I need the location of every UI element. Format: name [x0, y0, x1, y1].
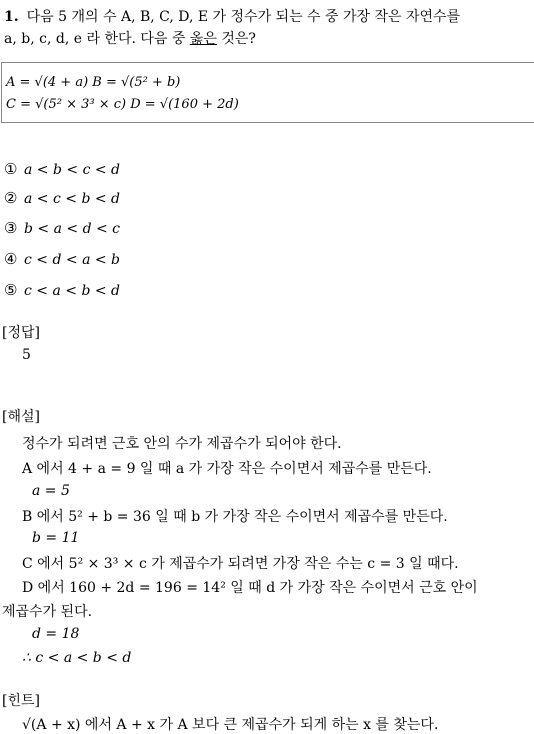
solution-line: a = 5 [32, 483, 70, 499]
solution-line: 정수가 되려면 근호 안의 수가 제곱수가 되어야 한다. [22, 436, 342, 452]
option-1[interactable] [4, 160, 120, 178]
option-4[interactable] [4, 250, 120, 268]
option-5[interactable] [4, 281, 120, 299]
solution-line: B 에서 5² + b = 36 일 때 b 가 가장 작은 수이면서 제곱수를 만든다. [22, 509, 448, 525]
question-text-2-pre: a, b, c, d, e 라 한다. 다음 중 [4, 31, 190, 47]
option-text: c < d < a < b [24, 252, 121, 268]
solution-line: 제곱수가 된다. [2, 604, 93, 620]
solution-line: A 에서 4 + a = 9 일 때 a 가 가장 작은 수이면서 제곱수를 만든다. [22, 461, 432, 477]
option-2[interactable] [4, 189, 120, 207]
solution-line: C 에서 5² × 3³ × c 가 제곱수가 되려면 가장 작은 수는 c = 3 일 때다. [22, 556, 459, 572]
option-number: ③ [4, 219, 18, 237]
option-text: a < b < c < d [24, 162, 121, 178]
question-text-2-post: 것은? [216, 31, 256, 47]
given-expression-line-1: A = √(4 + a) B = √(5² + b) [6, 75, 181, 90]
option-3[interactable] [4, 219, 120, 237]
hint-label: [힌트] [2, 693, 40, 709]
option-number: ② [4, 189, 18, 207]
answer-label: [정답] [2, 325, 40, 341]
solution-line: d = 18 [32, 626, 80, 642]
solution-label: [해설] [2, 409, 40, 425]
question-number: 1. [4, 9, 19, 25]
question-line-1 [4, 6, 460, 26]
given-expressions-box [1, 62, 534, 123]
option-text: c < a < b < d [24, 283, 121, 299]
question-text-1: 다음 5 개의 수 A, B, C, D, E 가 정수가 되는 수 중 가장 작은 자연수를 [26, 9, 461, 25]
given-expression-line-2: C = √(5² × 3³ × c) D = √(160 + 2d) [6, 97, 239, 112]
option-text: b < a < d < c [24, 221, 121, 237]
solution-line: b = 11 [32, 530, 80, 546]
option-text: a < c < b < d [24, 191, 121, 207]
question-line-2 [4, 28, 256, 48]
option-number: ① [4, 160, 18, 178]
solution-line: D 에서 160 + 2d = 196 = 14² 일 때 d 가 가장 작은 수이면서 근호 안이 [22, 580, 478, 596]
option-number: ④ [4, 250, 18, 268]
hint-text: √(A + x) 에서 A + x 가 A 보다 큰 제곱수가 되게 하는 x 를 찾는다. [22, 717, 439, 733]
solution-line: ∴ c < a < b < d [22, 650, 132, 666]
question-text-underlined: 옳은 [189, 31, 217, 47]
answer-value: 5 [22, 347, 31, 363]
option-number: ⑤ [4, 281, 18, 299]
